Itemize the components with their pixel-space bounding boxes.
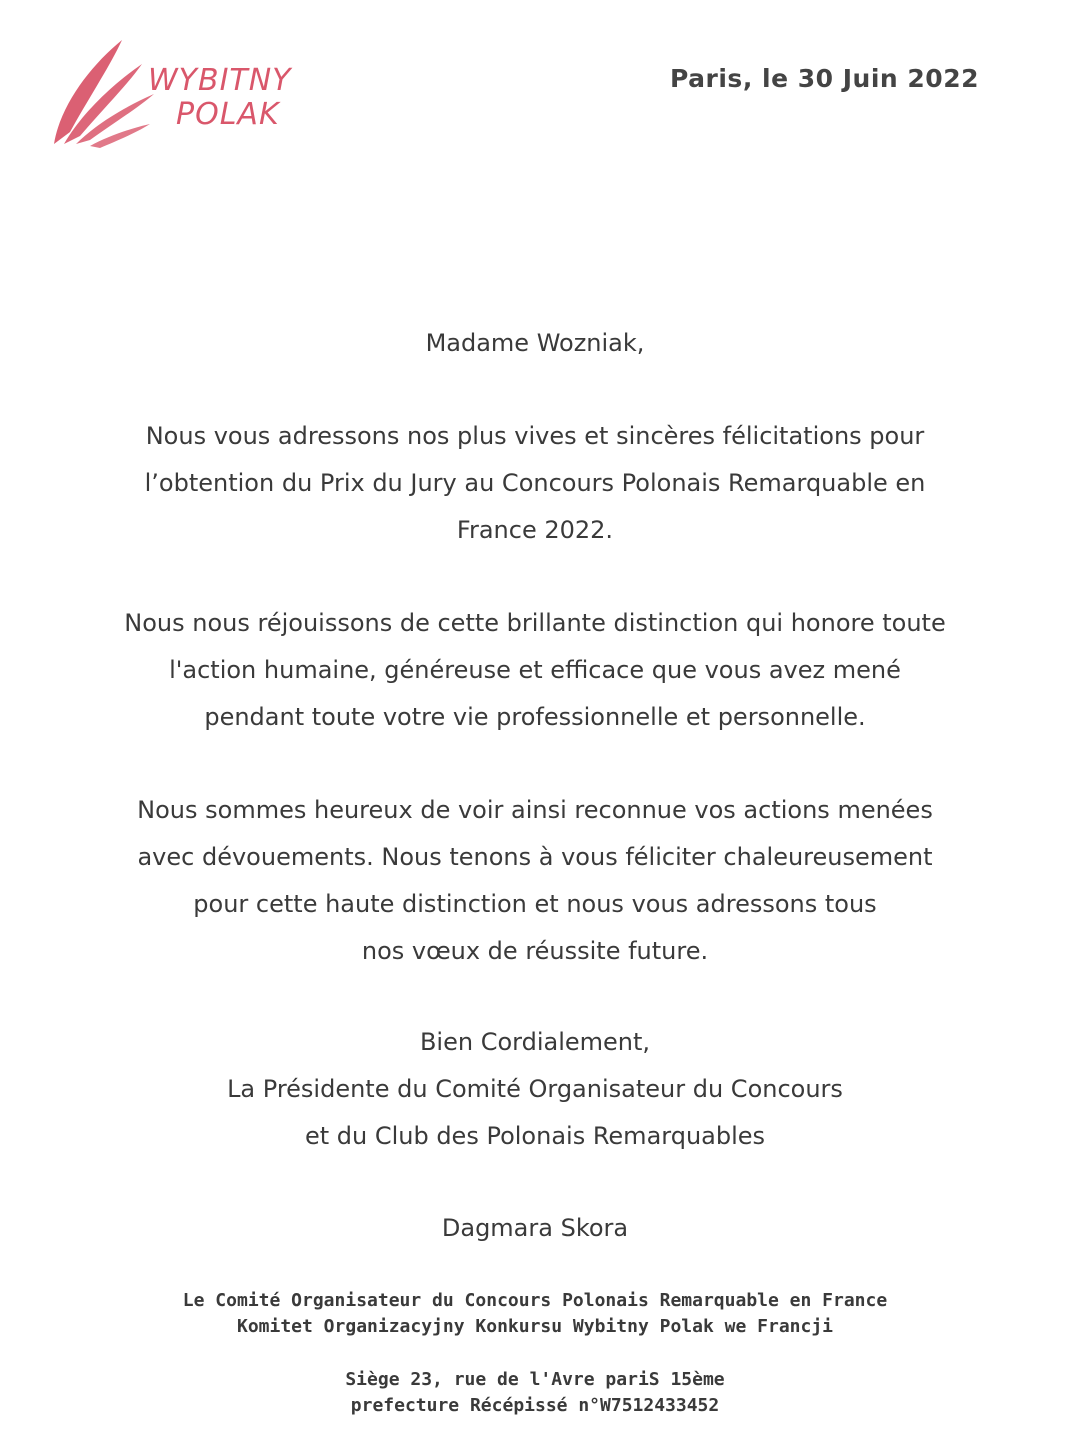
closing — [60, 1019, 1010, 1160]
paragraph-line: Nous nous réjouissons de cette brillante distinction qui honore toute — [124, 609, 946, 637]
signer — [60, 1205, 1010, 1252]
footer-registration: prefecture Récépissé n°W7512433452 — [350, 1395, 720, 1416]
logo — [50, 36, 310, 148]
paragraph-recognition — [60, 787, 1010, 975]
signer-name: Dagmara Skora — [441, 1214, 629, 1242]
salutation-text: Madame Wozniak, — [425, 329, 645, 357]
paragraph-line: pendant toute votre vie professionnelle et personnelle. — [204, 703, 866, 731]
paragraph-line: pour cette haute distinction et nous vous adressons tous — [193, 890, 877, 918]
logo-wordmark — [148, 63, 292, 132]
paragraph-line: Nous sommes heureux de voir ainsi reconnue vos actions menées — [137, 796, 933, 824]
footer-address-line: Siège 23, rue de l'Avre pariS 15ème — [345, 1369, 725, 1390]
footer-address — [60, 1367, 1010, 1419]
paragraph-line: l’obtention du Prix du Jury au Concours Polonais Remarquable en — [144, 469, 926, 497]
logo-line2: POLAK — [176, 97, 280, 132]
footer-organization — [60, 1288, 1010, 1340]
paragraph-line: Nous vous adressons nos plus vives et sincères félicitations pour — [145, 422, 925, 450]
footer-org-fr: Le Comité Organisateur du Concours Polonais Remarquable en France — [182, 1290, 888, 1311]
paragraph-congratulations — [60, 413, 1010, 554]
closing-line: Bien Cordialement, — [419, 1028, 651, 1056]
footer-org-pl: Komitet Organizacyjny Konkursu Wybitny Polak we Francji — [236, 1316, 834, 1337]
wing-icon — [50, 36, 160, 148]
salutation — [60, 320, 1010, 367]
closing-line: La Présidente du Comité Organisateur du Concours — [227, 1075, 843, 1103]
paragraph-line: avec dévouements. Nous tenons à vous féliciter chaleureusement — [137, 843, 933, 871]
paragraph-distinction — [60, 600, 1010, 741]
letter-date: Paris, le 30 Juin 2022 — [670, 64, 979, 93]
paragraph-line: nos vœux de réussite future. — [361, 937, 709, 965]
closing-line: et du Club des Polonais Remarquables — [304, 1122, 766, 1150]
paragraph-line: France 2022. — [456, 516, 614, 544]
paragraph-line: l'action humaine, généreuse et efficace que vous avez mené — [169, 656, 901, 684]
logo-line1: WYBITNY — [148, 63, 292, 98]
